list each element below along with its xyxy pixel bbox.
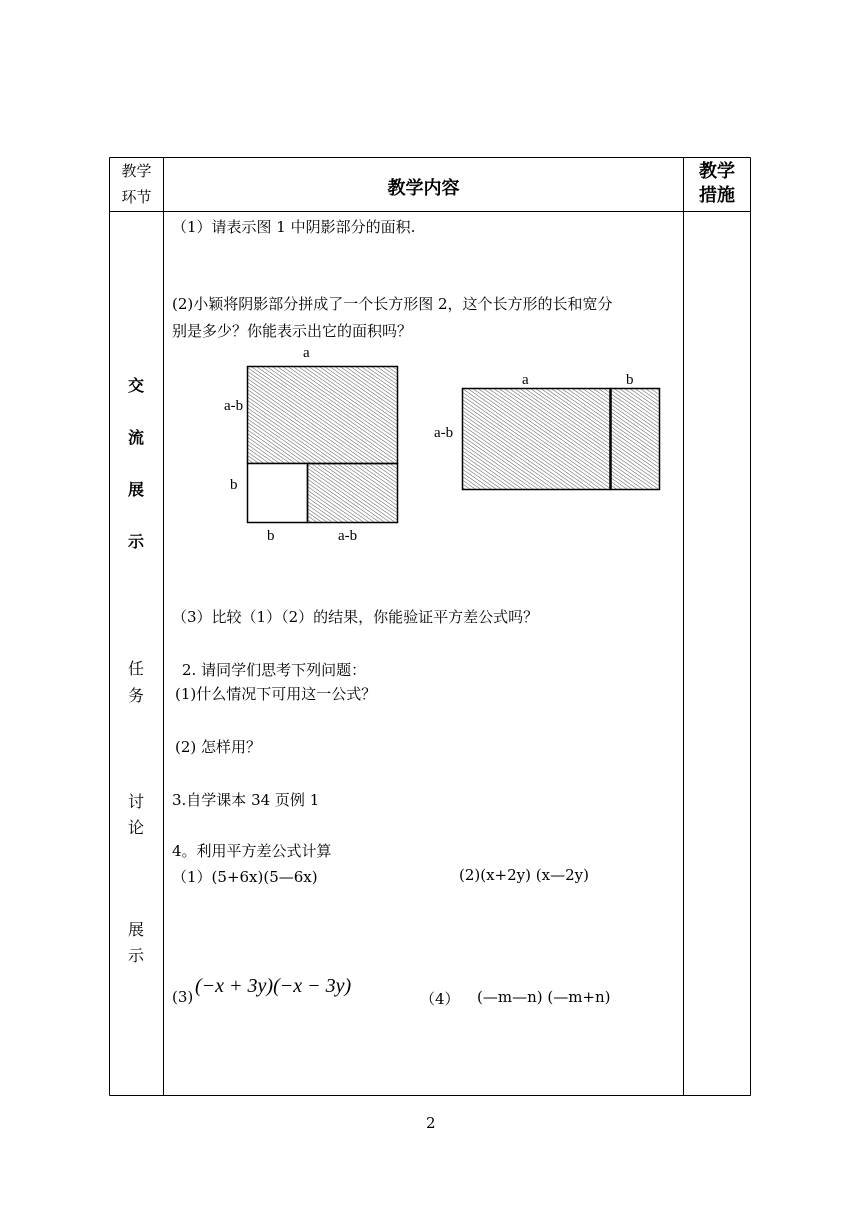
exercise-4: (—m—n) (—m+n): [477, 988, 611, 1006]
exercise-1: （1）(5+6x)(5—6x): [172, 868, 318, 886]
sidebar-char: 论: [128, 818, 145, 837]
sidebar-char: 展: [128, 920, 145, 939]
figure-2: [455, 380, 665, 495]
header-col2: 教学内容: [387, 178, 460, 199]
sidebar-char: 务: [128, 686, 145, 705]
sidebar-char: 示: [128, 946, 145, 965]
figure-1-label-top: a: [303, 345, 310, 361]
figure-2-label-top-left: a: [522, 372, 529, 388]
figure-2-left-shaded: [463, 389, 611, 490]
header-col1: [110, 158, 163, 210]
question-2-line2: 别是多少？你能表示出它的面积吗？: [172, 322, 413, 340]
task-4: 4。利用平方差公式计算: [172, 842, 332, 860]
header-col3-line1: 教学: [699, 161, 735, 182]
page-number: 2: [426, 1114, 436, 1132]
figure-1-bottom-right-shaded: [308, 464, 398, 523]
sidebar-char: 流: [128, 428, 145, 447]
sidebar-char: 交: [128, 376, 145, 395]
task-2: 2. 请同学们思考下列问题：: [182, 661, 367, 679]
header-col1-line2: 环节: [121, 188, 152, 206]
figure-1-top-shaded: [248, 367, 398, 464]
figure-1-label-left-upper: a-b: [224, 398, 244, 414]
figure-1-label-bottom-right: a-b: [338, 528, 358, 544]
figure-1-label-bottom-left: b: [267, 528, 275, 544]
exercise-3-prefix: (3): [172, 988, 194, 1006]
task-2-b: (2) 怎样用？: [175, 738, 262, 756]
exercise-3-formula: (−x + 3y)(−x − 3y): [195, 975, 352, 997]
header-col1-line1: 教学: [121, 162, 152, 180]
sidebar-char: 展: [128, 480, 145, 499]
sidebar-char: 示: [128, 532, 145, 551]
figure-2-label-top-right: b: [626, 372, 634, 388]
question-3: （3）比较（1）（2）的结果，你能验证平方差公式吗？: [172, 608, 539, 626]
figure-2-right-shaded: [611, 389, 660, 490]
sidebar-char: 讨: [128, 792, 145, 811]
sidebar-char: 任: [128, 659, 145, 678]
header-col3: [684, 160, 750, 208]
figure-1-label-left-lower: b: [230, 477, 238, 493]
figure-1: [220, 345, 410, 550]
exercise-4-prefix: （4）: [420, 990, 460, 1008]
figure-2-label-left: a-b: [434, 425, 454, 441]
exercise-2: (2)(x+2y) (x—2y): [459, 866, 589, 884]
question-1: （1）请表示图 1 中阴影部分的面积.: [172, 218, 416, 236]
figure-1-bottom-left-square: [248, 464, 308, 523]
task-3: 3.自学课本 34 页例 1: [172, 791, 320, 809]
header-col3-line2: 措施: [699, 185, 735, 206]
question-2-line1: (2)小颖将阴影部分拼成了一个长方形图 2，这个长方形的长和宽分: [172, 295, 613, 313]
task-2-a: (1)什么情况下可用这一公式？: [175, 685, 377, 703]
